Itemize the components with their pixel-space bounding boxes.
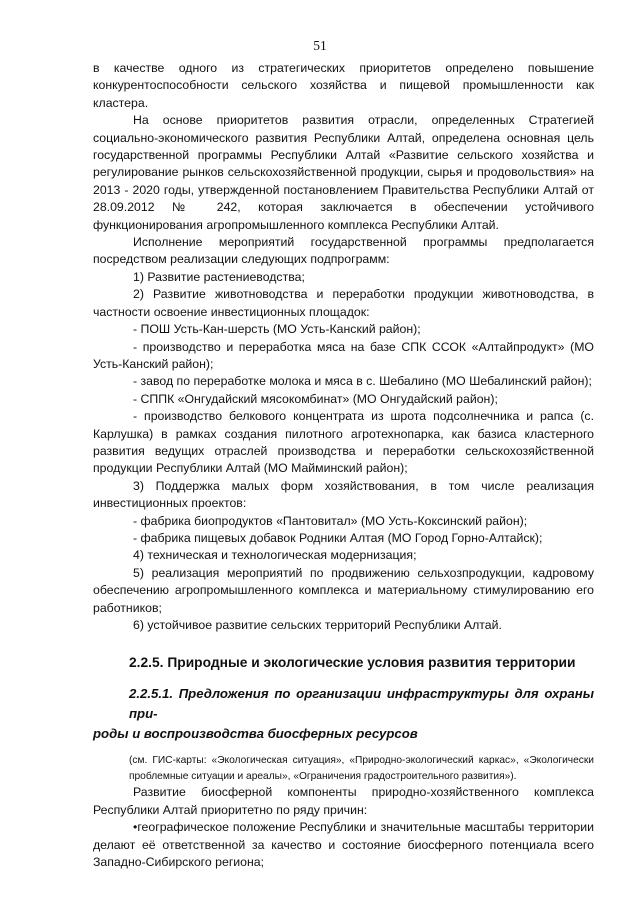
list-item: 6) устойчивое развитие сельских территорий Республики Алтай. (133, 618, 502, 632)
document-body (93, 60, 594, 871)
paragraph: Исполнение мероприятий государственной программы предполагается посредством реализации следующих подпрограмм: (93, 235, 594, 267)
subsection-heading (93, 684, 594, 744)
list-item: 4) техническая и технологическая модернизация; (133, 548, 417, 563)
bullet-icon: • (133, 820, 138, 835)
list-item: - ПОШ Усть-Кан-шерсть (МО Усть-Канский район); (133, 322, 421, 337)
page-number: 51 (313, 38, 327, 53)
section-heading: 2.2.5. Природные и экологические условия развития территории (129, 655, 576, 671)
paragraph: Развитие биосферной компоненты природно-хозяйственного комплекса Республики Алтай приоритетно по ряду причин: (93, 785, 594, 817)
map-reference-note: (см. ГИС-карты: «Экологическая ситуация», «Природно-экологический каркас», «Экологически проблемные ситуации и ареалы», «Ограничения градостроительного развития»). (129, 755, 594, 782)
list-item: 1) Развитие растениеводства; (133, 269, 305, 284)
list-item: 2) Развитие животноводства и переработки продукции животноводства, в частности освоение инвестиционных площадок: (93, 287, 594, 319)
list-item: 3) Поддержка малых форм хозяйствования, в том числе реализация инвестиционных проектов: (93, 478, 594, 511)
bullet-item (93, 819, 594, 871)
list-item: - СППК «Онгудайский мясокомбинат» (МО Онгудайский район); (133, 391, 498, 406)
list-item: - производство и переработка мяса на базе СПК ССОК «Алтайпродукт» (МО Усть-Канский район); (93, 339, 594, 371)
list-item: 5) реализация мероприятий по продвижению сельхозпродукции, кадровому обеспечению агропромышленного комплекса и материальному стимулированию его работников; (93, 565, 594, 615)
subsection-heading-line: роды и воспроизводства биосферных ресурсов (93, 726, 418, 742)
list-item: - завод по переработке молока и мяса в с. Шебалино (МО Шебалинский район); (133, 374, 592, 389)
bullet-text: географическое положение Республики и значительные масштабы территории делают её ответственной за качество и состояние биосферного потенциала всего Западно-Сибирского региона; (93, 820, 594, 870)
paragraph: На основе приоритетов развития отрасли, определенных Стратегией социально-экономического развития Республики Алтай, определена основная цель государственной программы Республики Алтай «Развитие сельского хозяйства и регулирование рынков сельскохозяйственной продукции, сырья и продовольствия» на 2013 - 2020 годы, утвержденной постановлением Правительства Республики Алтай от 28.09.2012 № 242, которая заключается в обеспечении устойчивого функционирования агропромышленного комплекса Республики Алтай. (93, 113, 594, 232)
list-item: - фабрика пищевых добавок Родники Алтая (МО Город Горно-Алтайск); (133, 530, 543, 545)
list-item: - производство белкового концентрата из шрота подсолнечника и рапса (с. Карлушка) в рамках создания пилотного агротехнопарка, как базиса кластерного развития ведущих отраслей производства и переработки сельскохозяйственной продукции Республики Алтай (МО Майминский район); (93, 409, 594, 476)
paragraph: в качестве одного из стратегических приоритетов определено повышение конкурентоспособности сельского хозяйства и пищевой промышленности как кластера. (93, 61, 594, 110)
subsection-heading-line: 2.2.5.1. Предложения по организации инфраструктуры для охраны при- (129, 686, 594, 722)
list-item: - фабрика биопродуктов «Пантовитал» (МО Усть-Коксинский район); (133, 513, 528, 528)
